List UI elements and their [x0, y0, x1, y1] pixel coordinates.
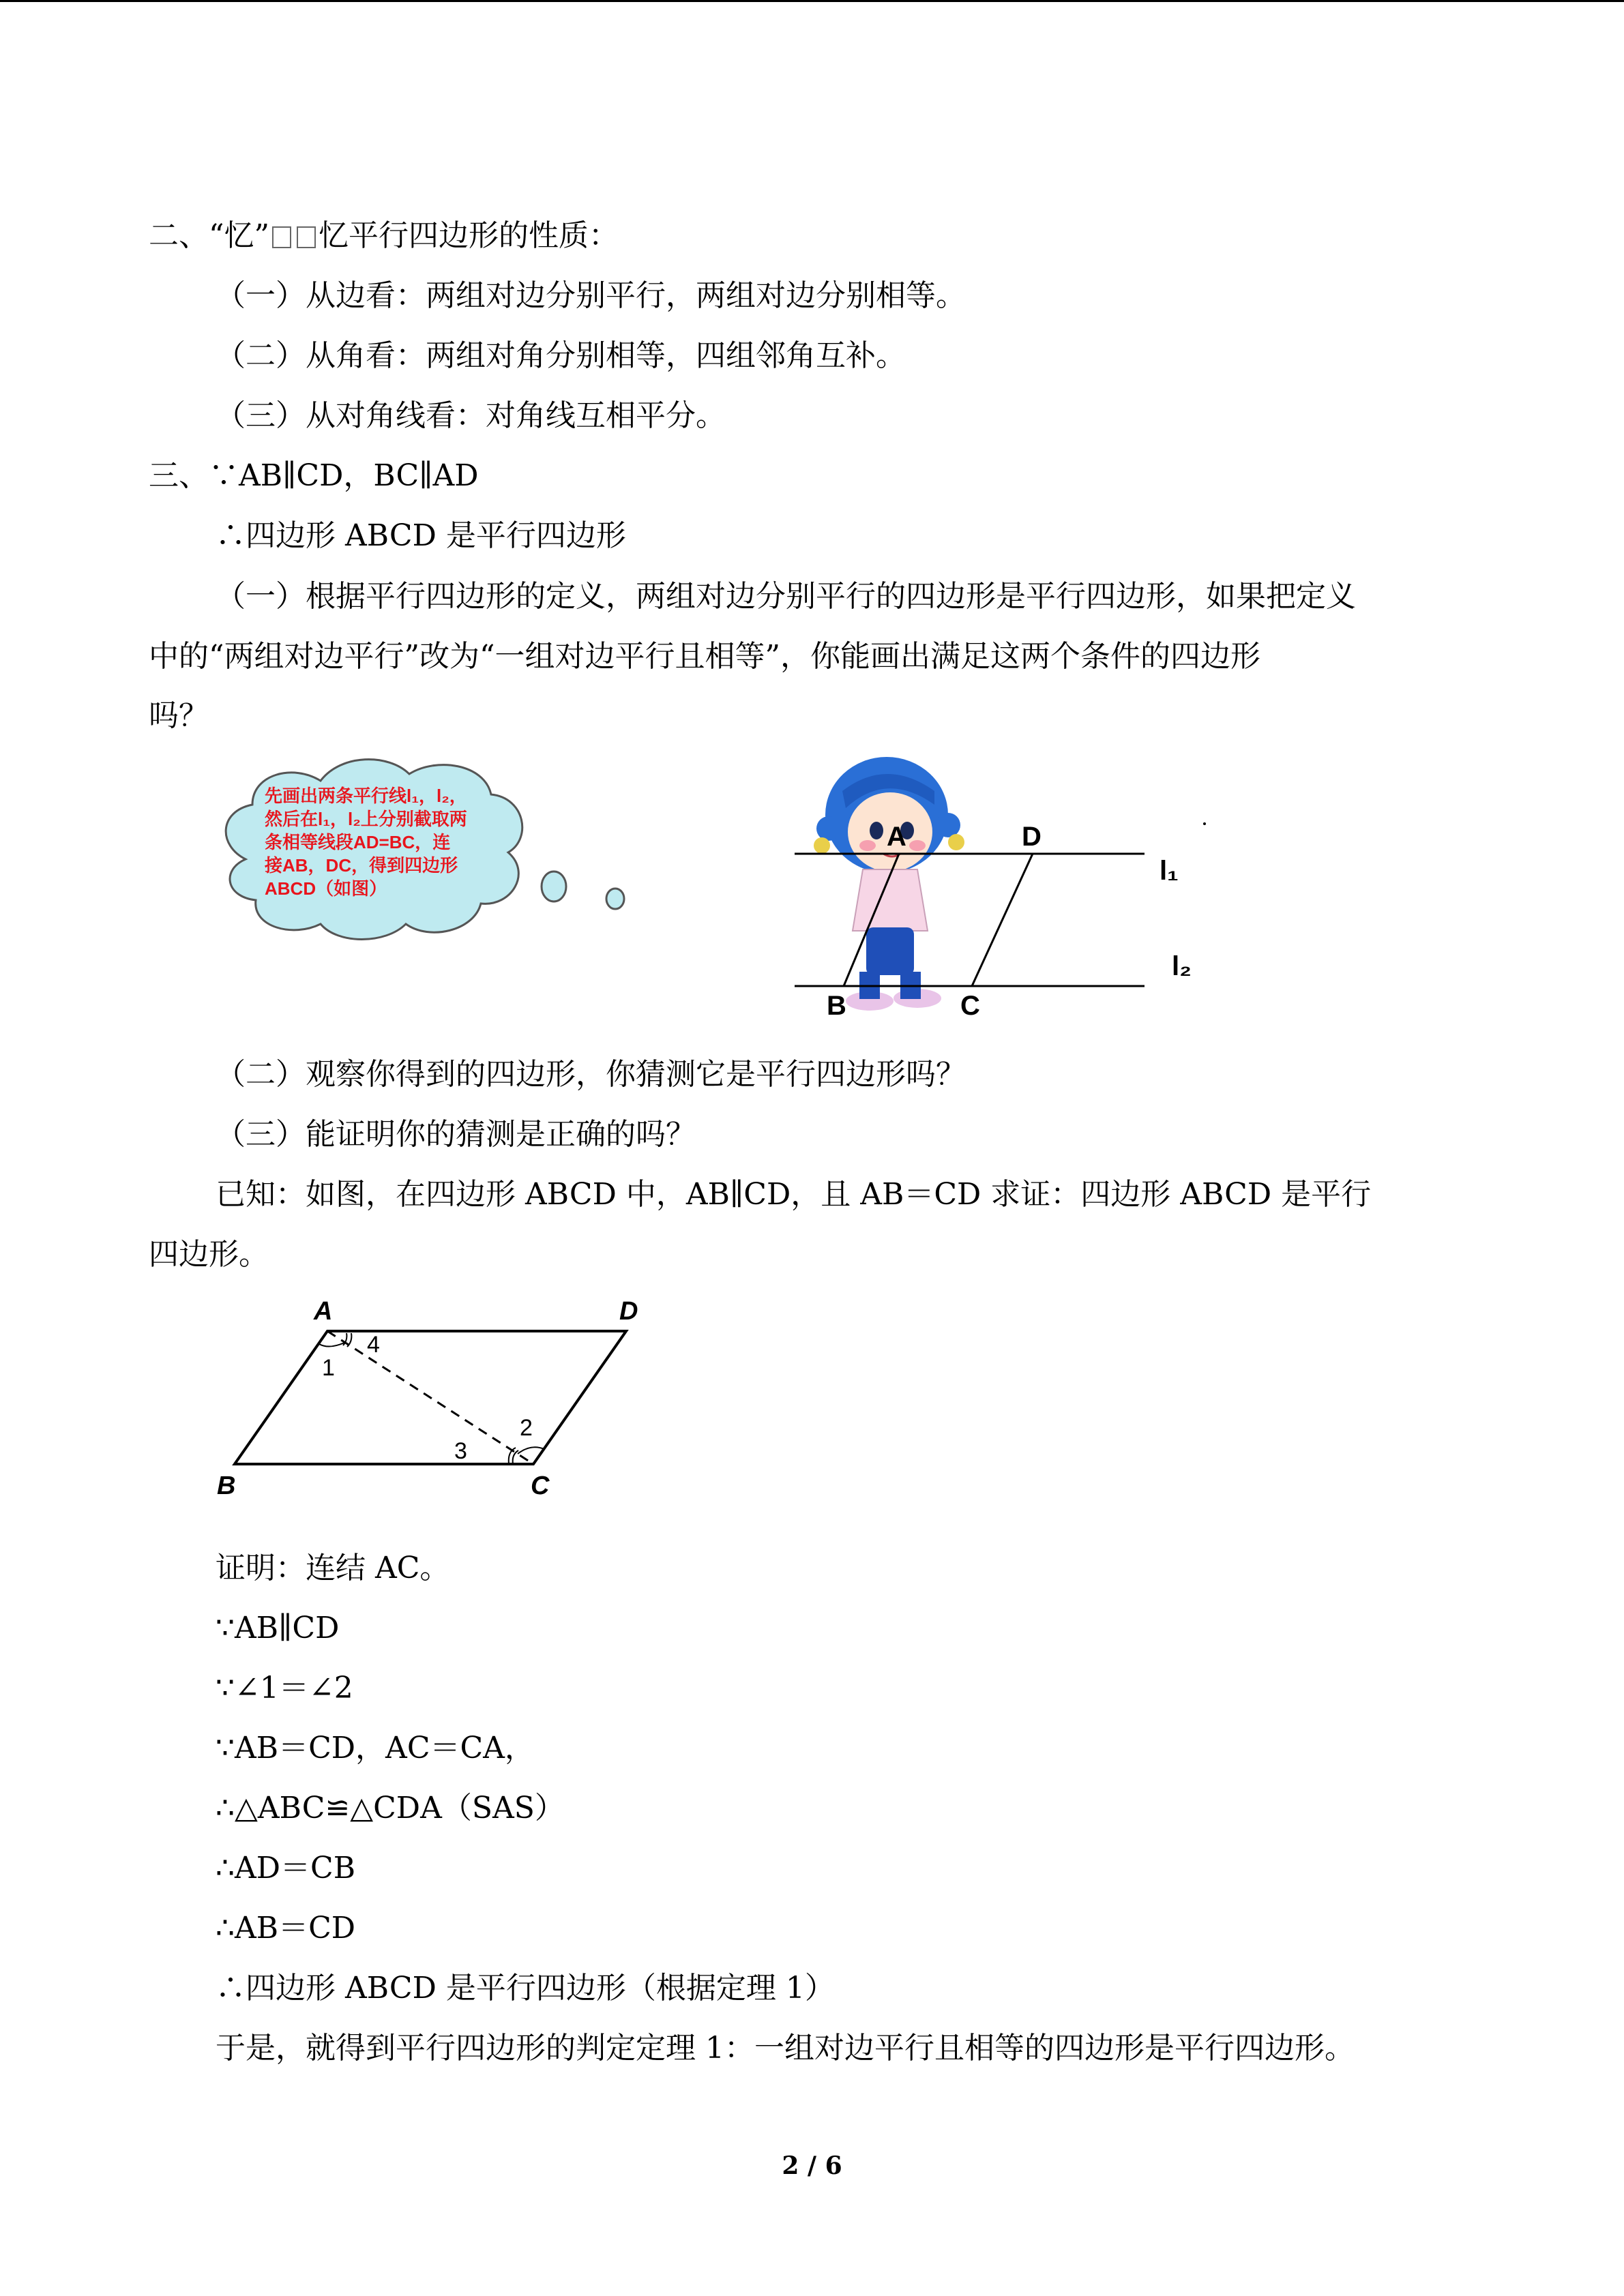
label-C: C: [960, 991, 980, 1021]
section2-title: 忆平行四边形的性质：: [319, 218, 619, 253]
theorem-statement: 于是，就得到平行四边形的判定定理 1：一组对边平行且相等的四边形是平行四边形。: [216, 2031, 1355, 2066]
label-B: B: [827, 991, 846, 1021]
bubble-line-4: 接AB，DC，得到四边形: [265, 855, 458, 876]
label-C: C: [531, 1472, 550, 1500]
thought-dot-small: [606, 889, 624, 909]
proof-step-5: ∴△ABC≌△CDA（SAS）: [216, 1791, 565, 1825]
question1-line2: 中的“两组对边平行”改为“一组对边平行且相等”，你能画出满足这两个条件的四边形: [149, 639, 1260, 674]
thought-bubble: [226, 760, 624, 940]
section2-heading: [149, 217, 619, 255]
property-angles: （二）从角看：两组对角分别相等，四组邻角互补。: [216, 338, 906, 373]
label-l2: l₂: [1172, 951, 1192, 981]
girl-dress: [853, 869, 928, 931]
proof-step-7: ∴AB＝CD: [216, 1911, 356, 1945]
bubble-line-3: 条相等线段AD=BC，连: [265, 832, 451, 852]
known-line2: 四边形。: [149, 1237, 269, 1272]
question1-line3: 吗？: [149, 698, 209, 733]
label-D: D: [1022, 822, 1042, 852]
label-A: A: [887, 822, 906, 852]
figure-parallelogram-proof: [205, 1292, 682, 1504]
proof-step-4: ∵AB＝CD，AC＝CA，: [216, 1731, 535, 1765]
question3: （三）能证明你的猜测是正确的吗？: [216, 1117, 696, 1152]
page-number: 2 / 6: [782, 2151, 842, 2180]
question1-line1: （一）根据平行四边形的定义，两组对边分别平行的四边形是平行四边形，如果把定义: [216, 579, 1356, 614]
section2-number: 二、: [149, 218, 209, 253]
missing-glyph-box: [297, 226, 316, 248]
bubble-line-5: ABCD（如图）: [265, 878, 387, 899]
proof-step-6: ∴AD＝CB: [216, 1851, 356, 1885]
known-line1: 已知：如图，在四边形 ABCD 中，AB∥CD，且 AB＝CD 求证：四边形 ABCD 是平行: [216, 1177, 1372, 1212]
missing-glyph-box: [272, 226, 291, 248]
label-D: D: [619, 1297, 638, 1326]
angle-1-arc: [319, 1343, 344, 1347]
label-l1: l₁: [1160, 856, 1179, 886]
figure-construction: [205, 743, 1296, 1037]
question2: （二）观察你得到的四边形，你猜测它是平行四边形吗？: [216, 1057, 966, 1092]
segment-DC: [972, 854, 1033, 986]
section3-conclusion: ∴四边形 ABCD 是平行四边形: [216, 518, 626, 553]
label-A: A: [314, 1297, 333, 1326]
proof-step-2: ∵AB∥CD: [216, 1611, 340, 1645]
girl-illustration: [814, 757, 964, 1011]
section3-given: ∵AB∥CD，BC∥AD: [209, 458, 479, 493]
property-diagonals: （三）从对角线看：对角线互相平分。: [216, 398, 726, 433]
section3-heading: [149, 457, 479, 495]
page-top-border: [0, 0, 1624, 2]
proof-step-3: ∵∠1＝∠2: [216, 1671, 353, 1705]
section3-number: 三、: [149, 458, 209, 493]
angle-label-2: 2: [520, 1415, 533, 1441]
bubble-line-2: 然后在l₁，l₂上分别截取两: [265, 809, 467, 829]
angle-label-4: 4: [367, 1332, 380, 1358]
thought-dot-large: [542, 871, 566, 901]
label-B: B: [217, 1472, 236, 1500]
proof-step-8: ∴四边形 ABCD 是平行四边形（根据定理 1）: [216, 1971, 835, 2006]
section2-quote: “忆”: [209, 218, 269, 253]
diagonal-AC: [327, 1331, 533, 1464]
proof-step-1: 证明：连结 AC。: [216, 1551, 450, 1585]
bubble-line-1: 先画出两条平行线l₁，l₂，: [265, 786, 467, 806]
angle-label-1: 1: [322, 1355, 335, 1381]
angle-label-3: 3: [454, 1438, 467, 1464]
property-sides: （一）从边看：两组对边分别平行，两组对边分别相等。: [216, 278, 966, 313]
girl-pants: [866, 927, 914, 975]
